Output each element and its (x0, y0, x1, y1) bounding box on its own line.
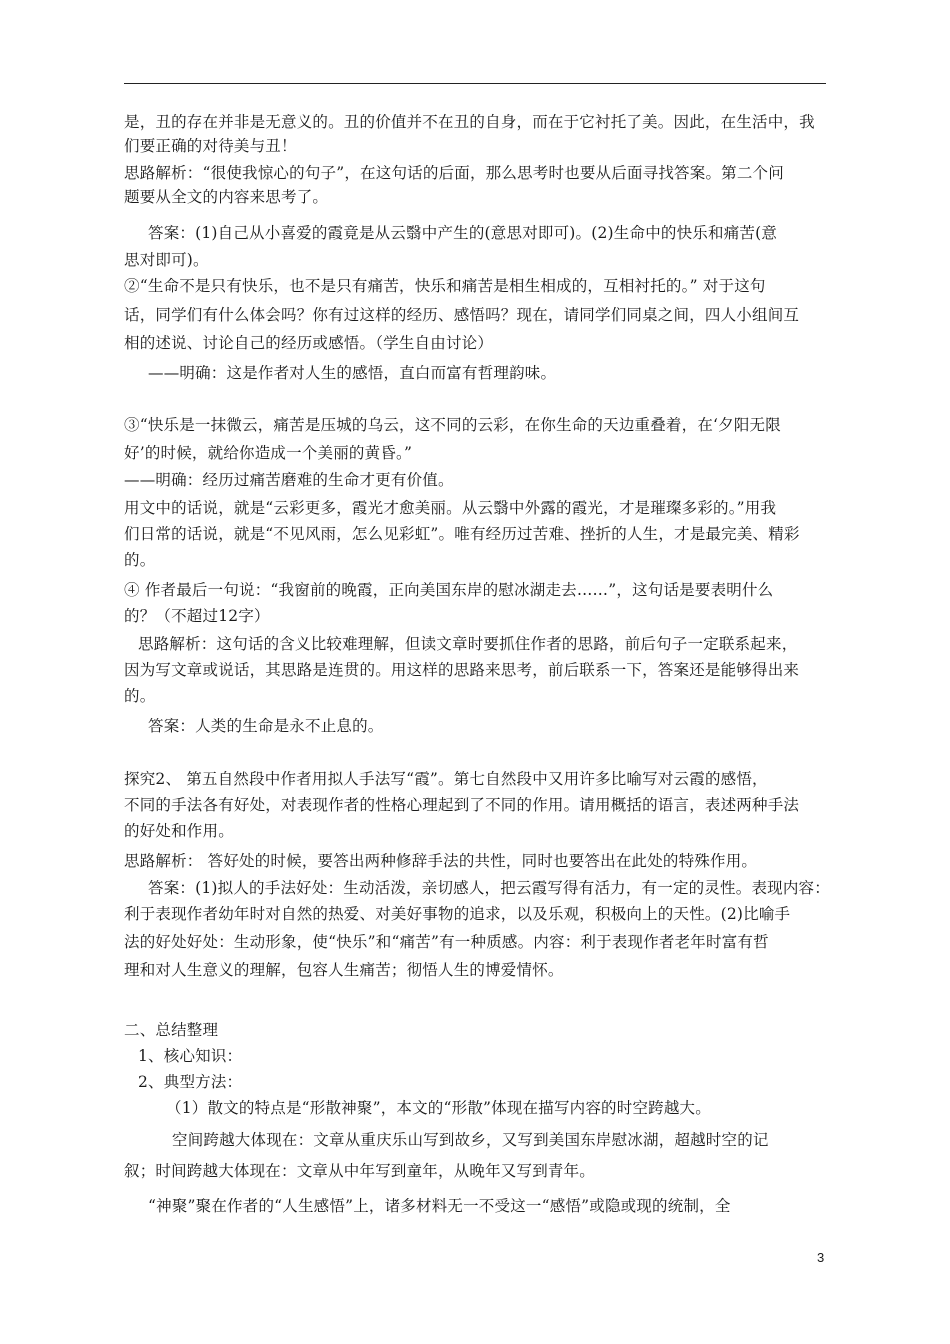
text-line: 思路解析：“很使我惊心的句子”，在这句话的后面，那么思考时也要从后面寻找答案。第二个问 (124, 164, 784, 182)
text-line: 是，丑的存在并非是无意义的。丑的价值并不在丑的自身，而在于它衬托了美。因此，在生活中，我 (124, 113, 815, 131)
text-line: ②“生命不是只有快乐，也不是只有痛苦，快乐和痛苦是相生相成的，互相衬托的。” 对于这句 (124, 277, 766, 295)
text-line: 思路解析：这句话的含义比较难理解，但读文章时要抓住作者的思路，前后句子一定联系起来， (138, 635, 798, 653)
text-line: 因为写文章或说话，其思路是连贯的。用这样的思路来思考，前后联系一下，答案还是能够得出来 (124, 661, 800, 679)
text-line: 叙；时间跨越大体现在：文章从中年写到童年，从晚年又写到青年。 (124, 1162, 596, 1180)
text-line: 思对即可)。 (124, 251, 209, 269)
text-line: 题要从全文的内容来思考了。 (124, 188, 329, 206)
text-line: 用文中的话说，就是“云彩更多，霞光才愈美丽。从云翳中外露的霞光，才是璀璨多彩的。”用我 (124, 499, 777, 517)
text-line: 2、典型方法： (138, 1073, 243, 1091)
text-line: 空间跨越大体现在：文章从重庆乐山写到故乡，又写到美国东岸慰冰湖，超越时空的记 (172, 1131, 769, 1149)
text-line: ——明确：经历过痛苦磨难的生命才更有价值。 (124, 471, 454, 489)
text-line: ③“快乐是一抹微云，痛苦是压城的乌云，这不同的云彩，在你生命的天边重叠着，在‘夕阳无限 (124, 416, 781, 434)
section-heading: 二、总结整理 (124, 1021, 219, 1039)
text-line: 答案：(1)自己从小喜爱的霞竟是从云翳中产生的(意思对即可)。(2)生命中的快乐和痛苦(意 (148, 224, 778, 242)
text-line: 的？（不超过12字） (124, 607, 270, 625)
text-line: 法的好处好处：生动形象，使“快乐”和“痛苦”有一种质感。内容：利于表现作者老年时富有哲 (124, 933, 769, 951)
text-line: 探究2、 第五自然段中作者用拟人手法写“霞”。第七自然段中又用许多比喻写对云霞的感悟， (124, 770, 768, 788)
text-line: 1、核心知识： (138, 1047, 243, 1065)
text-line: 答案：(1)拟人的手法好处：生动活泼，亲切感人，把云霞写得有活力，有一定的灵性。表现内容： (148, 879, 830, 897)
header-rule (124, 83, 826, 84)
text-line: ——明确：这是作者对人生的感悟，直白而富有哲理韵味。 (148, 364, 557, 382)
page-number: 3 (817, 1250, 825, 1265)
text-line: （1）散文的特点是“形散神聚”，本文的“形散”体现在描写内容的时空跨越大。 (166, 1099, 711, 1117)
text-line: “神聚”聚在作者的“人生感悟”上，诸多材料无一不受这一“感悟”或隐或现的统制，全 (148, 1197, 731, 1215)
text-line: 答案：人类的生命是永不止息的。 (148, 717, 384, 735)
text-line: 们日常的话说，就是“不见风雨，怎么见彩虹”。唯有经历过苦难、挫折的人生，才是最完美、精彩 (124, 525, 800, 543)
text-line: 理和对人生意义的理解，包容人生痛苦；彻悟人生的博爱情怀。 (124, 961, 564, 979)
text-line: 的。 (124, 551, 156, 569)
text-line: 的好处和作用。 (124, 822, 234, 840)
text-line: 的。 (124, 687, 156, 705)
text-line: 利于表现作者幼年时对自然的热爱、对美好事物的追求，以及乐观，积极向上的天性。(2)比喻手 (124, 905, 791, 923)
text-line: 思路解析： 答好处的时候，要答出两种修辞手法的共性，同时也要答出在此处的特殊作用。 (124, 852, 758, 870)
text-line: 好’的时候，就给你造成一个美丽的黄昏。” (124, 444, 413, 462)
text-line: 话，同学们有什么体会吗？你有过这样的经历、感悟吗？现在，请同学们同桌之间，四人小组间互 (124, 306, 800, 324)
text-line: 相的述说、讨论自己的经历或感悟。（学生自由讨论） (124, 334, 494, 352)
text-line: 们要正确的对待美与丑！ (124, 137, 297, 155)
text-line: ④ 作者最后一句说：“我窗前的晚霞，正向美国东岸的慰冰湖走去……”，这句话是要表明什么 (124, 581, 774, 599)
text-line: 不同的手法各有好处，对表现作者的性格心理起到了不同的作用。请用概括的语言，表述两种手法 (124, 796, 800, 814)
